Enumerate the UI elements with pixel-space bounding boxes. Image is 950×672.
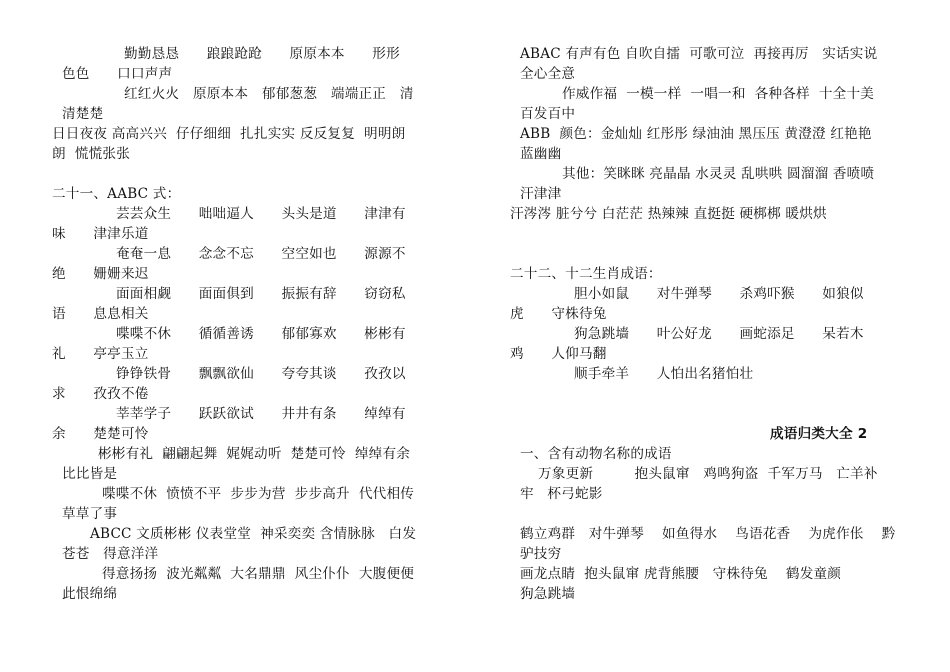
text-line: 牢 杯弓蛇影 <box>520 486 603 502</box>
section-heading-aabc: 二十一、AABC 式： <box>52 186 181 202</box>
text-line: 苍苍 得意洋洋 <box>62 546 159 562</box>
right-column <box>510 44 912 604</box>
blank-line <box>510 384 912 404</box>
blank-line <box>52 164 454 184</box>
text-line: 味 津津乐道 <box>52 226 149 242</box>
text-line: 比比皆是 <box>62 466 118 482</box>
section-heading-zodiac: 二十二、十二生肖成语： <box>510 266 662 282</box>
text-line: 朗 慌慌张张 <box>52 146 131 162</box>
text-line: 作威作福 一模一样 一唱一和 各种各样 十全十美 <box>562 86 875 102</box>
blank-line <box>510 244 912 264</box>
text-line: 余 楚楚可怜 <box>52 426 149 442</box>
text-line: 礼 亭亭玉立 <box>52 346 149 362</box>
text-line: 勤勤恳恳 踉踉跄跄 原原本本 形形 <box>124 46 400 62</box>
left-column <box>52 44 454 604</box>
text-line: 鸡 人仰马翻 <box>510 346 607 362</box>
text-line: ABB 颜色：金灿灿 红彤彤 绿油油 黑压压 黄澄澄 红艳艳 <box>520 126 872 142</box>
text-line: 喋喋不休 愤愤不平 步步为营 步步高升 代代相传 <box>102 486 415 502</box>
blank-line <box>510 504 912 524</box>
text-line: 草草了事 <box>62 506 118 522</box>
text-line: 铮铮铁骨 飘飘欲仙 夸夸其谈 孜孜以 <box>116 366 406 382</box>
document-title: 成语归类大全 2 <box>770 426 868 442</box>
text-line: 得意扬扬 波光粼粼 大名鼎鼎 风尘仆仆 大腹便便 <box>102 566 415 582</box>
text-line: 芸芸众生 咄咄逼人 头头是道 津津有 <box>116 206 406 222</box>
text-line: 万象更新 抱头鼠窜 鸡鸣狗盗 千军万马 亡羊补 <box>538 466 878 482</box>
text-line: 汗津津 <box>520 186 562 202</box>
text-line: 顺手牵羊 人怕出名猪怕壮 <box>574 366 754 382</box>
text-line: 喋喋不休 循循善诱 郁郁寡欢 彬彬有 <box>116 326 406 342</box>
text-line: 求 孜孜不倦 <box>52 386 149 402</box>
text-line: 语 息息相关 <box>52 306 149 322</box>
text-line: 驴技穷 <box>520 546 562 562</box>
text-line: 红红火火 原原本本 郁郁葱葱 端端正正 清 <box>124 86 414 102</box>
blank-line <box>510 404 912 424</box>
text-line: 面面相觑 面面俱到 振振有辞 窃窃私 <box>116 286 406 302</box>
text-line: 绝 姗姗来迟 <box>52 266 149 282</box>
text-line: 清楚楚 <box>62 106 104 122</box>
text-line: 狗急跳墙 <box>520 586 576 602</box>
subsection-heading-animals: 一、含有动物名称的成语 <box>520 446 672 462</box>
text-line: 全心全意 <box>520 66 576 82</box>
blank-line <box>510 224 912 244</box>
text-line: 其他：笑眯眯 亮晶晶 水灵灵 乱哄哄 圆溜溜 香喷喷 <box>562 166 875 182</box>
text-line: 蓝幽幽 <box>520 146 562 162</box>
text-line: ABAC 有声有色 自吹自擂 可歌可泣 再接再厉 实话实说 <box>520 46 878 62</box>
text-line: 画龙点睛 抱头鼠窜 虎背熊腰 守株待兔 鹤发童颜 <box>520 566 842 582</box>
text-line: 胆小如鼠 对牛弹琴 杀鸡吓猴 如狼似 <box>574 286 864 302</box>
text-line: 奄奄一息 念念不忘 空空如也 源源不 <box>116 246 406 262</box>
text-line: ABCC 文质彬彬 仪表堂堂 神采奕奕 含情脉脉 白发 <box>90 526 417 542</box>
text-line: 狗急跳墙 叶公好龙 画蛇添足 呆若木 <box>574 326 864 342</box>
text-line: 虎 守株待兔 <box>510 306 607 322</box>
text-line: 彬彬有礼 翩翩起舞 娓娓动听 楚楚可怜 绰绰有余 <box>98 446 411 462</box>
text-line: 此恨绵绵 <box>62 586 118 602</box>
text-line: 莘莘学子 跃跃欲试 井井有条 绰绰有 <box>116 406 406 422</box>
text-line: 色色 口口声声 <box>62 66 173 82</box>
text-line: 鹤立鸡群 对牛弹琴 如鱼得水 鸟语花香 为虎作伥 黔 <box>520 526 896 542</box>
text-line: 汗涔涔 脏兮兮 白茫茫 热辣辣 直挺挺 硬梆梆 暖烘烘 <box>510 206 827 222</box>
text-line: 百发百中 <box>520 106 576 122</box>
text-line: 日日夜夜 高高兴兴 仔仔细细 扎扎实实 反反复复 明明朗 <box>52 126 406 142</box>
